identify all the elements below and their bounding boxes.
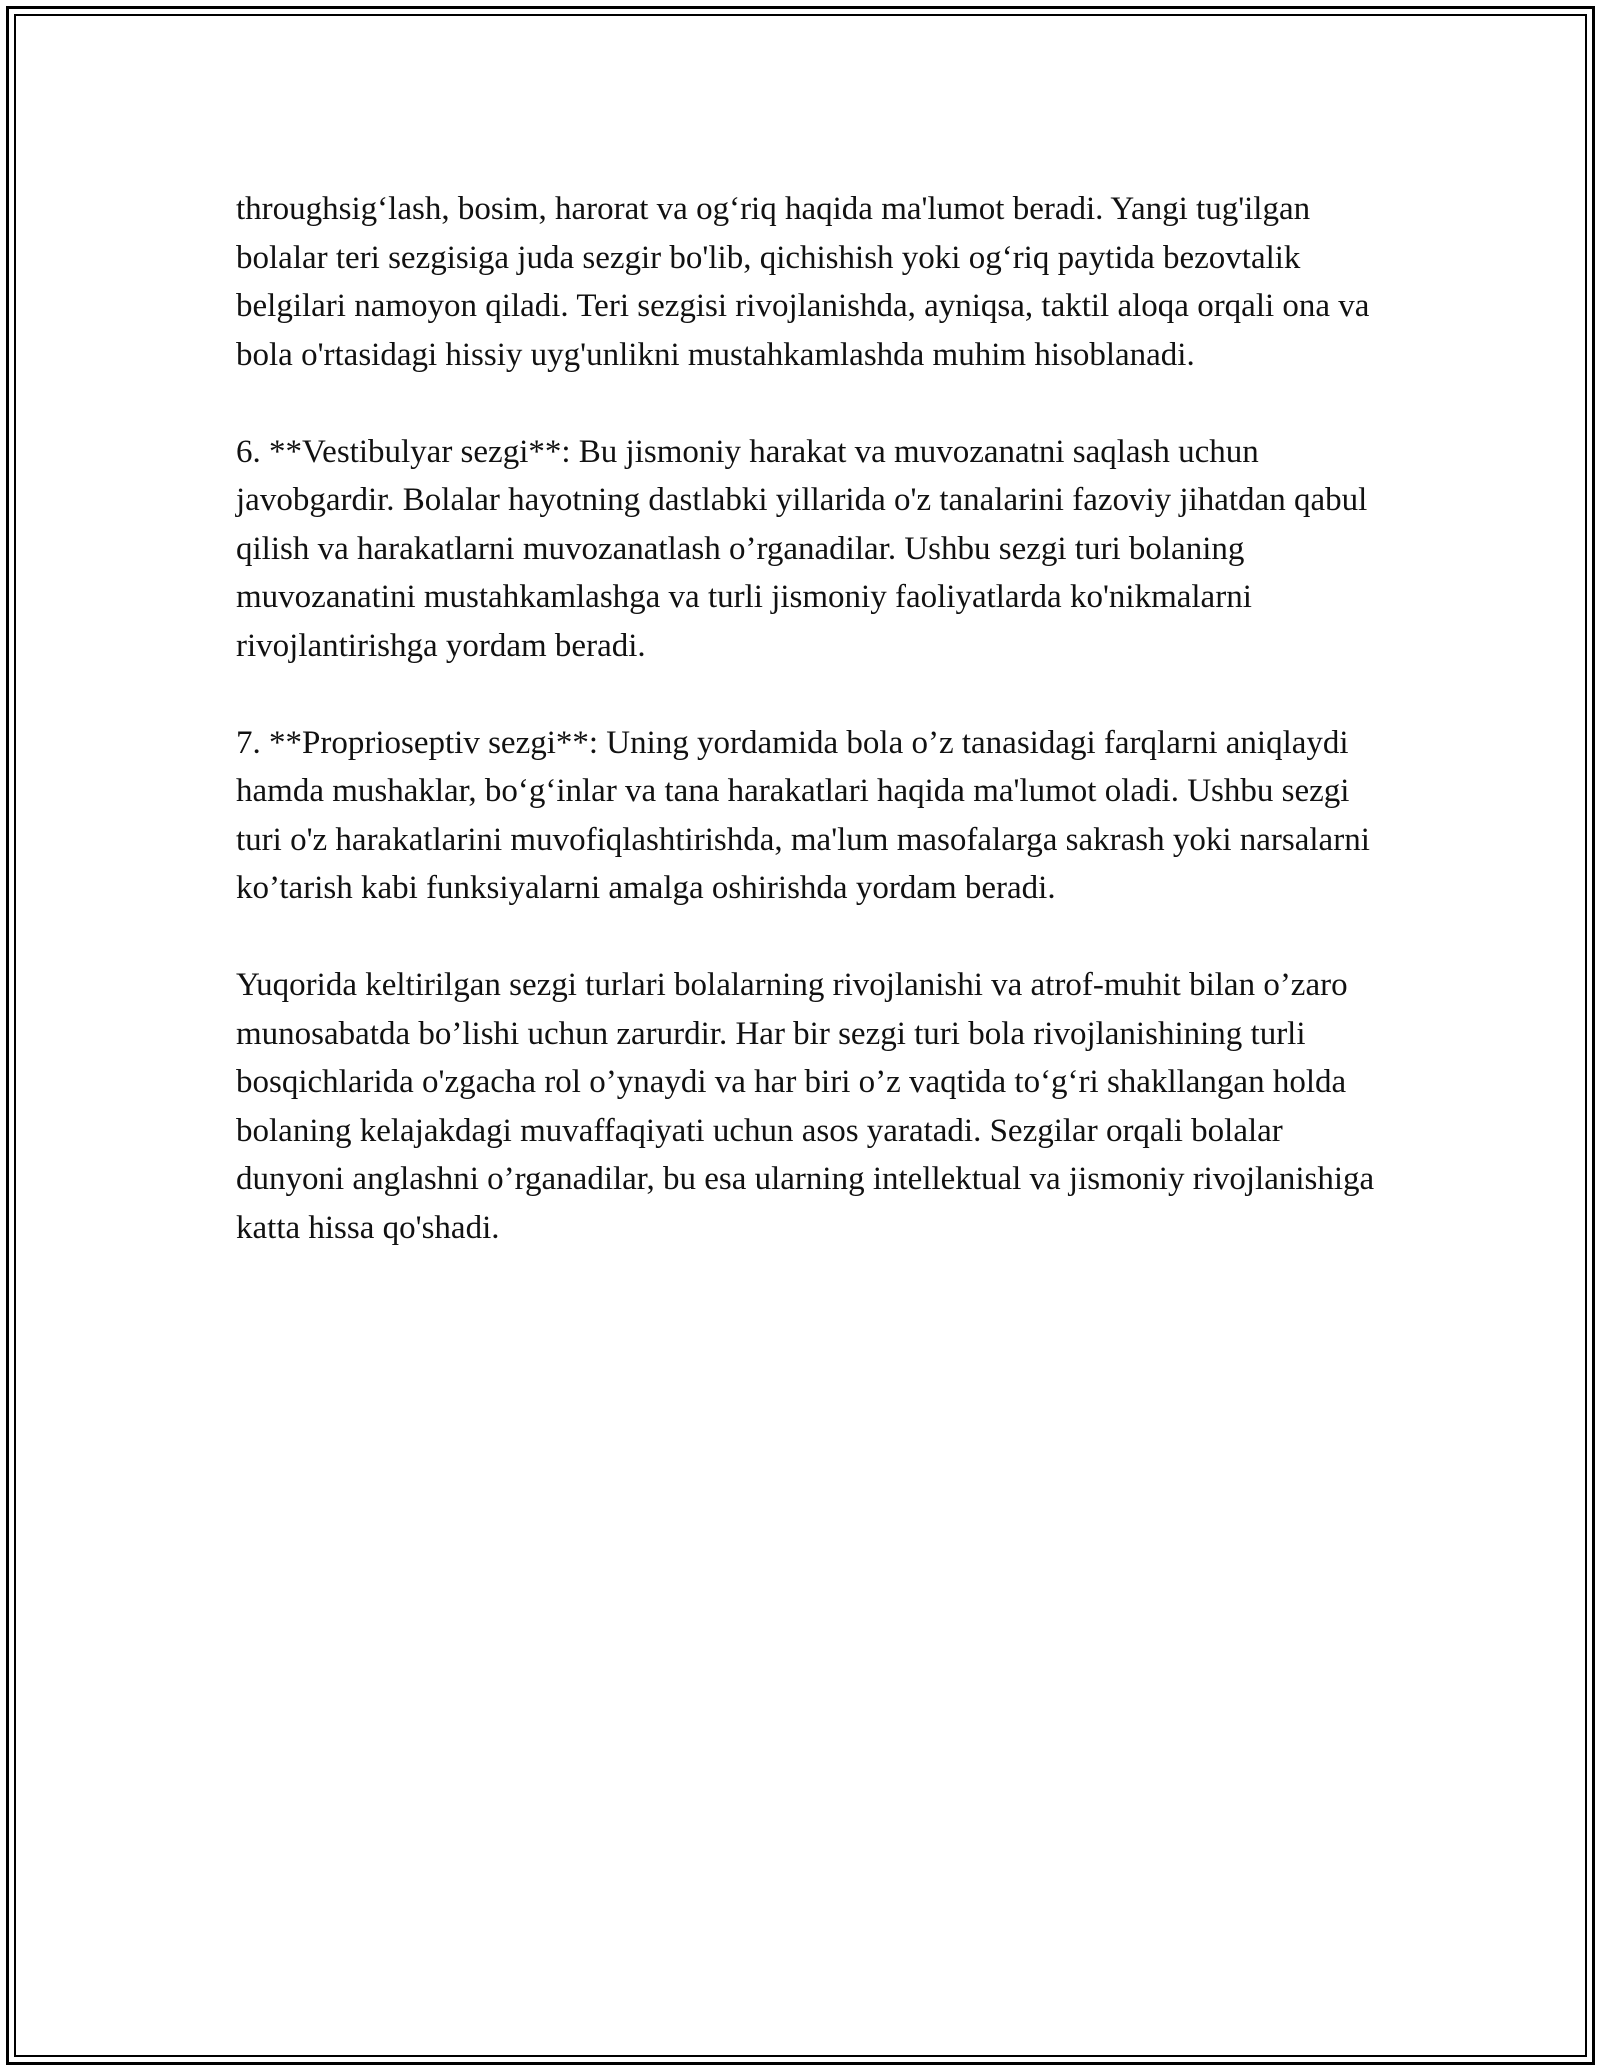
paragraph-proprioceptive-sense: 7. **Proprioseptiv sezgi**: Uning yordamida bola o’z tanasidagi farqlarni aniqlaydi hamda mushaklar, bo‘g‘inlar va tana harakatlari haqida ma'lumot oladi. Ushbu sezgi turi o'z harakatlarini muvofiqlashtirishda, ma'lum masofalarga sakrash yoki narsalarni ko’tarish kabi funksiyalarni amalga oshirishda yordam beradi.	[236, 724, 1370, 906]
paragraph-vestibular-sense: 6. **Vestibulyar sezgi**: Bu jismoniy harakat va muvozanatni saqlash uchun javobgardir. Bolalar hayotning dastlabki yillarida o'z tanalarini fazoviy jihatdan qabul qilish va harakatlarni muvozanatlash o’rganadilar. Ushbu sezgi turi bolaning muvozanatini mustahkamlashga va turli jismoniy faoliyatlarda ko'nikmalarni rivojlantirishga yordam beradi.	[236, 433, 1368, 664]
paragraph-skin-sense: throughsig‘lash, bosim, harorat va og‘riq haqida ma'lumot beradi. Yangi tug'ilgan bolalar teri sezgisiga juda sezgir bo'lib, qichishish yoki og‘riq paytida bezovtalik belgilari namoyon qiladi. Teri sezgisi rivojlanishda, ayniqsa, taktil aloqa orqali ona va bola o'rtasidagi hissiy uyg'unlikni mustahkamlashda muhim hisoblanadi.	[236, 191, 1370, 373]
document-body	[236, 185, 1376, 1301]
paragraph-conclusion: Yuqorida keltirilgan sezgi turlari bolalarning rivojlanishi va atrof-muhit bilan o’zaro munosabatda bo’lishi uchun zarurdir. Har bir sezgi turi bola rivojlanishining turli bosqichlarida o'zgacha rol o’ynaydi va har biri o’z vaqtida to‘g‘ri shakllangan holda bolaning kelajakdagi muvaffaqiyati uchun asos yaratadi. Sezgilar orqali bolalar dunyoni anglashni o’rganadilar, bu esa ularning intellektual va jismoniy rivojlanishiga katta hissa qo'shadi.	[236, 967, 1375, 1246]
